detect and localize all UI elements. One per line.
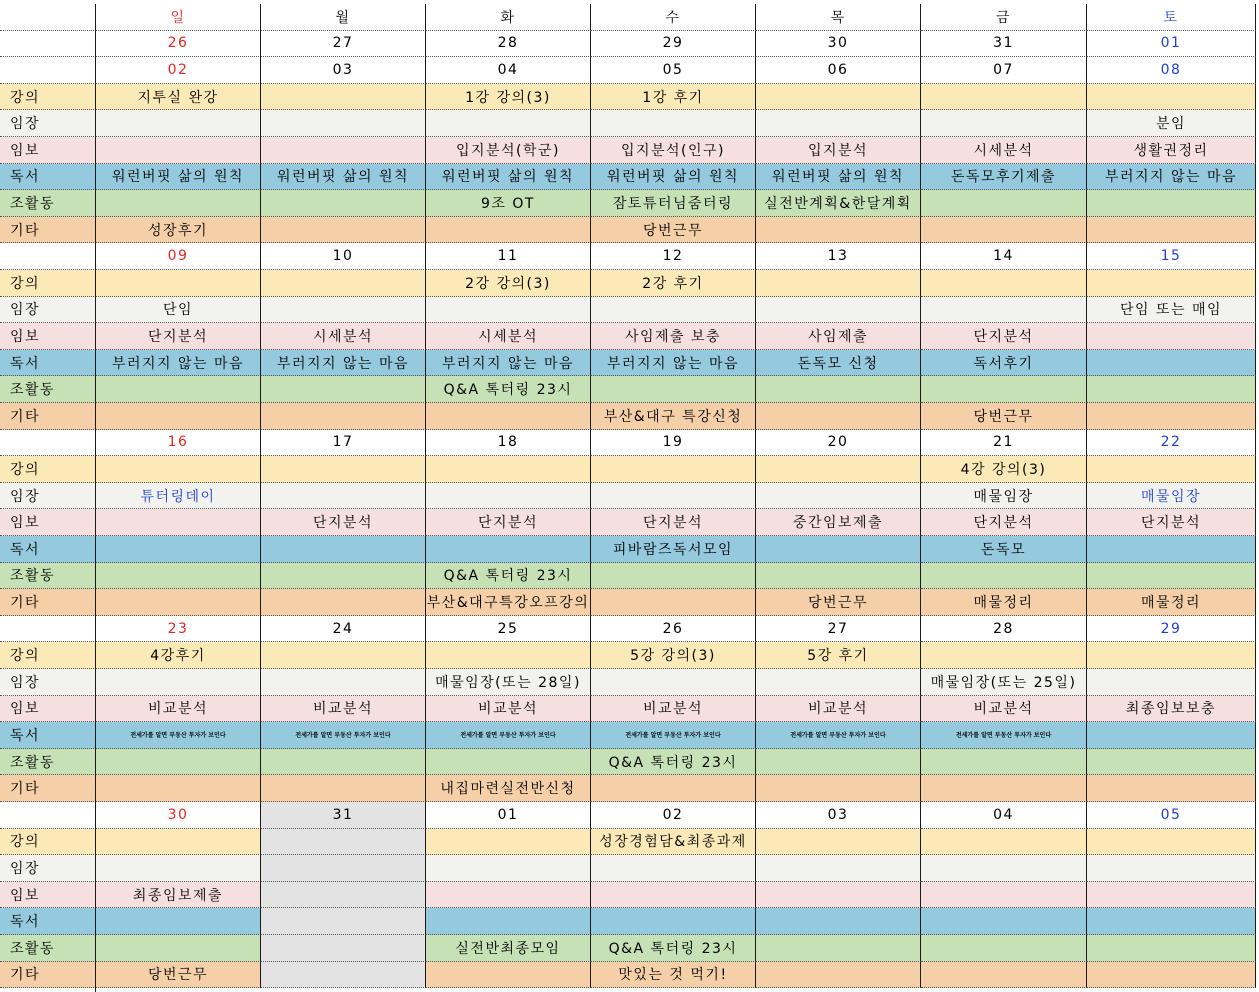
schedule-cell[interactable]: 피바람즈독서모임 [591, 536, 756, 563]
date-cell[interactable]: 04 [921, 802, 1087, 829]
schedule-cell[interactable] [1087, 829, 1256, 856]
schedule-cell[interactable] [756, 110, 921, 137]
schedule-cell[interactable]: 독서후기 [921, 350, 1087, 377]
schedule-cell[interactable] [921, 190, 1087, 217]
schedule-cell[interactable] [1087, 962, 1256, 989]
date-cell[interactable]: 22 [1087, 430, 1256, 457]
date-row-label[interactable] [0, 616, 96, 643]
schedule-cell[interactable]: 매물임장 [921, 483, 1087, 510]
schedule-cell[interactable] [756, 297, 921, 324]
schedule-cell[interactable] [96, 829, 261, 856]
schedule-cell[interactable]: 튜터링데이 [96, 483, 261, 510]
date-cell[interactable]: 18 [426, 430, 591, 457]
schedule-cell[interactable] [1087, 376, 1256, 403]
category-label-johwaldong[interactable]: 조활동 [0, 935, 96, 962]
schedule-cell[interactable]: 사임제출 [756, 323, 921, 350]
schedule-cell[interactable]: 비교분석 [591, 696, 756, 723]
schedule-cell[interactable] [756, 456, 921, 483]
schedule-cell[interactable]: 전세가를 알면 부동산 투자가 보인다 [96, 722, 261, 749]
date-row-label[interactable] [0, 430, 96, 457]
schedule-cell[interactable] [591, 669, 756, 696]
date-cell[interactable]: 17 [261, 430, 426, 457]
schedule-cell[interactable] [591, 589, 756, 616]
schedule-cell[interactable]: 실전반계획&한달계획 [756, 190, 921, 217]
date-cell[interactable]: 29 [591, 31, 756, 58]
category-label-johwaldong[interactable]: 조활동 [0, 190, 96, 217]
schedule-cell[interactable]: 시세분석 [261, 323, 426, 350]
date-cell[interactable]: 09 [96, 243, 261, 270]
date-cell[interactable]: 30 [756, 31, 921, 58]
date-cell[interactable]: 20 [756, 430, 921, 457]
date-cell[interactable]: 24 [261, 616, 426, 643]
schedule-cell[interactable] [261, 376, 426, 403]
schedule-cell[interactable]: 부러지지 않는 마음 [261, 350, 426, 377]
schedule-cell[interactable]: 전세가를 알면 부동산 투자가 보인다 [756, 722, 921, 749]
schedule-cell[interactable] [261, 855, 426, 882]
date-row-label[interactable] [0, 31, 96, 58]
schedule-cell[interactable]: 1강 후기 [591, 84, 756, 111]
schedule-cell[interactable]: 부러지지 않는 마음 [96, 350, 261, 377]
category-label-johwaldong[interactable]: 조활동 [0, 563, 96, 590]
schedule-cell[interactable] [261, 962, 426, 989]
schedule-cell[interactable]: 전세가를 알면 부동산 투자가 보인다 [426, 722, 591, 749]
schedule-cell[interactable]: 매물임장 [1087, 483, 1256, 510]
date-cell[interactable]: 02 [96, 57, 261, 84]
schedule-cell[interactable] [921, 110, 1087, 137]
schedule-cell[interactable] [96, 509, 261, 536]
schedule-cell[interactable]: 전세가를 알면 부동산 투자가 보인다 [591, 722, 756, 749]
schedule-cell[interactable] [426, 908, 591, 935]
weekday-header-4[interactable]: 목 [756, 4, 921, 31]
schedule-cell[interactable]: 부러지지 않는 마음 [591, 350, 756, 377]
schedule-cell[interactable] [96, 908, 261, 935]
schedule-cell[interactable] [96, 137, 261, 164]
schedule-cell[interactable] [261, 669, 426, 696]
schedule-cell[interactable] [96, 536, 261, 563]
date-cell[interactable]: 04 [426, 57, 591, 84]
schedule-cell[interactable] [756, 270, 921, 297]
schedule-cell[interactable] [591, 563, 756, 590]
date-cell[interactable]: 03 [261, 57, 426, 84]
schedule-cell[interactable] [426, 536, 591, 563]
schedule-cell[interactable]: 최종임보보충 [1087, 696, 1256, 723]
schedule-cell[interactable] [756, 882, 921, 909]
category-label-gita[interactable]: 기타 [0, 589, 96, 616]
date-cell[interactable]: 29 [1087, 616, 1256, 643]
category-label-gita[interactable]: 기타 [0, 962, 96, 989]
schedule-cell[interactable] [261, 908, 426, 935]
schedule-cell[interactable] [261, 642, 426, 669]
schedule-cell[interactable] [426, 855, 591, 882]
schedule-cell[interactable] [426, 456, 591, 483]
category-label-dokseo[interactable]: 독서 [0, 908, 96, 935]
schedule-cell[interactable] [591, 775, 756, 802]
schedule-cell[interactable] [96, 775, 261, 802]
schedule-cell[interactable] [96, 376, 261, 403]
schedule-cell[interactable]: 입지분석(학군) [426, 137, 591, 164]
schedule-cell[interactable]: 매물정리 [921, 589, 1087, 616]
schedule-cell[interactable]: 단지분석 [591, 509, 756, 536]
category-label-kang[interactable]: 강의 [0, 84, 96, 111]
schedule-cell[interactable] [261, 403, 426, 430]
schedule-cell[interactable] [1087, 403, 1256, 430]
schedule-cell[interactable] [261, 270, 426, 297]
schedule-cell[interactable] [261, 749, 426, 776]
schedule-cell[interactable] [921, 749, 1087, 776]
category-label-imbo[interactable]: 임보 [0, 137, 96, 164]
schedule-cell[interactable]: 비교분석 [756, 696, 921, 723]
schedule-cell[interactable]: 당번근무 [591, 217, 756, 244]
schedule-cell[interactable]: 시세분석 [426, 323, 591, 350]
schedule-cell[interactable] [261, 217, 426, 244]
weekday-header-2[interactable]: 화 [426, 4, 591, 31]
category-label-kang[interactable]: 강의 [0, 456, 96, 483]
schedule-cell[interactable]: 성장경험담&최종과제 [591, 829, 756, 856]
schedule-cell[interactable]: 비교분석 [96, 696, 261, 723]
schedule-cell[interactable] [261, 137, 426, 164]
schedule-cell[interactable]: 워런버핏 삶의 원칙 [591, 164, 756, 191]
date-cell[interactable]: 13 [756, 243, 921, 270]
schedule-cell[interactable] [426, 829, 591, 856]
schedule-cell[interactable]: 지투실 완강 [96, 84, 261, 111]
date-cell[interactable]: 01 [426, 802, 591, 829]
schedule-cell[interactable] [1087, 190, 1256, 217]
schedule-cell[interactable] [591, 456, 756, 483]
schedule-cell[interactable] [261, 84, 426, 111]
schedule-cell[interactable] [1087, 642, 1256, 669]
schedule-cell[interactable]: 단임 또는 매임 [1087, 297, 1256, 324]
schedule-cell[interactable] [426, 483, 591, 510]
schedule-cell[interactable] [921, 84, 1087, 111]
schedule-cell[interactable]: 성장후기 [96, 217, 261, 244]
schedule-cell[interactable] [921, 270, 1087, 297]
schedule-cell[interactable]: 매물임장(또는 28일) [426, 669, 591, 696]
schedule-cell[interactable]: 워런버핏 삶의 원칙 [756, 164, 921, 191]
schedule-cell[interactable]: 부러지지 않는 마음 [1087, 164, 1256, 191]
schedule-cell[interactable]: Q&A 톡터링 23시 [591, 749, 756, 776]
category-label-imjang[interactable]: 임장 [0, 855, 96, 882]
schedule-cell[interactable] [1087, 775, 1256, 802]
schedule-cell[interactable] [426, 110, 591, 137]
weekday-header-1[interactable]: 월 [261, 4, 426, 31]
schedule-cell[interactable]: 입지분석(인구) [591, 137, 756, 164]
schedule-cell[interactable]: 1강 강의(3) [426, 84, 591, 111]
schedule-cell[interactable] [1087, 669, 1256, 696]
schedule-cell[interactable]: 5강 강의(3) [591, 642, 756, 669]
schedule-cell[interactable]: 분임 [1087, 110, 1256, 137]
schedule-cell[interactable] [921, 962, 1087, 989]
schedule-cell[interactable]: 당번근무 [96, 962, 261, 989]
category-label-gita[interactable]: 기타 [0, 217, 96, 244]
schedule-cell[interactable]: 단지분석 [261, 509, 426, 536]
date-cell[interactable]: 28 [921, 616, 1087, 643]
weekday-header-0[interactable]: 일 [96, 4, 261, 31]
schedule-cell[interactable] [1087, 855, 1256, 882]
schedule-cell[interactable] [756, 669, 921, 696]
schedule-cell[interactable]: 매물정리 [1087, 589, 1256, 616]
schedule-cell[interactable] [756, 775, 921, 802]
schedule-cell[interactable] [591, 882, 756, 909]
date-cell[interactable]: 31 [261, 802, 426, 829]
schedule-cell[interactable] [921, 829, 1087, 856]
schedule-cell[interactable] [261, 483, 426, 510]
category-label-imbo[interactable]: 임보 [0, 323, 96, 350]
category-label-dokseo[interactable]: 독서 [0, 536, 96, 563]
date-cell[interactable]: 26 [96, 31, 261, 58]
date-cell[interactable]: 05 [1087, 802, 1256, 829]
schedule-cell[interactable] [1087, 270, 1256, 297]
schedule-cell[interactable] [591, 376, 756, 403]
date-row-label[interactable] [0, 243, 96, 270]
schedule-cell[interactable]: 당번근무 [921, 403, 1087, 430]
schedule-cell[interactable] [756, 962, 921, 989]
schedule-cell[interactable] [756, 935, 921, 962]
schedule-cell[interactable] [921, 376, 1087, 403]
date-cell[interactable]: 27 [261, 31, 426, 58]
schedule-cell[interactable] [1087, 722, 1256, 749]
category-label-imbo[interactable]: 임보 [0, 696, 96, 723]
schedule-cell[interactable] [261, 775, 426, 802]
category-label-imjang[interactable]: 임장 [0, 297, 96, 324]
schedule-cell[interactable] [1087, 536, 1256, 563]
date-cell[interactable]: 07 [921, 57, 1087, 84]
schedule-cell[interactable]: 최종임보제출 [96, 882, 261, 909]
category-label-imjang[interactable]: 임장 [0, 669, 96, 696]
schedule-cell[interactable]: 2강 후기 [591, 270, 756, 297]
category-label-dokseo[interactable]: 독서 [0, 350, 96, 377]
schedule-cell[interactable] [96, 935, 261, 962]
schedule-cell[interactable] [921, 642, 1087, 669]
schedule-cell[interactable]: 단지분석 [426, 509, 591, 536]
schedule-cell[interactable] [96, 456, 261, 483]
date-cell[interactable]: 25 [426, 616, 591, 643]
category-label-dokseo[interactable]: 독서 [0, 164, 96, 191]
schedule-cell[interactable] [756, 217, 921, 244]
schedule-cell[interactable] [426, 882, 591, 909]
schedule-cell[interactable] [756, 855, 921, 882]
date-cell[interactable]: 19 [591, 430, 756, 457]
schedule-cell[interactable] [1087, 563, 1256, 590]
schedule-cell[interactable] [426, 962, 591, 989]
date-cell[interactable]: 21 [921, 430, 1087, 457]
category-label-imbo[interactable]: 임보 [0, 882, 96, 909]
date-cell[interactable]: 06 [756, 57, 921, 84]
date-cell[interactable]: 11 [426, 243, 591, 270]
schedule-cell[interactable]: 매물임장(또는 25일) [921, 669, 1087, 696]
date-cell[interactable]: 08 [1087, 57, 1256, 84]
schedule-cell[interactable] [921, 882, 1087, 909]
schedule-cell[interactable]: 비교분석 [261, 696, 426, 723]
schedule-cell[interactable]: 4강후기 [96, 642, 261, 669]
schedule-cell[interactable] [426, 403, 591, 430]
schedule-cell[interactable]: 전세가를 알면 부동산 투자가 보인다 [261, 722, 426, 749]
category-label-johwaldong[interactable]: 조활동 [0, 749, 96, 776]
schedule-cell[interactable]: 부산&대구 특강신청 [591, 403, 756, 430]
schedule-cell[interactable] [756, 376, 921, 403]
date-row-label[interactable] [0, 802, 96, 829]
schedule-cell[interactable] [591, 855, 756, 882]
schedule-cell[interactable] [756, 908, 921, 935]
schedule-cell[interactable] [261, 935, 426, 962]
category-label-imjang[interactable]: 임장 [0, 110, 96, 137]
date-cell[interactable]: 31 [921, 31, 1087, 58]
schedule-cell[interactable] [96, 563, 261, 590]
schedule-cell[interactable] [921, 908, 1087, 935]
date-cell[interactable]: 16 [96, 430, 261, 457]
schedule-cell[interactable] [1087, 749, 1256, 776]
schedule-cell[interactable]: 당번근무 [756, 589, 921, 616]
date-cell[interactable]: 26 [591, 616, 756, 643]
schedule-cell[interactable] [756, 563, 921, 590]
category-label-kang[interactable]: 강의 [0, 829, 96, 856]
schedule-cell[interactable] [426, 642, 591, 669]
schedule-cell[interactable]: 단지분석 [921, 323, 1087, 350]
schedule-cell[interactable] [591, 297, 756, 324]
category-label-gita[interactable]: 기타 [0, 775, 96, 802]
weekday-header-3[interactable]: 수 [591, 4, 756, 31]
schedule-cell[interactable]: 비교분석 [921, 696, 1087, 723]
schedule-cell[interactable]: 실전반최종모임 [426, 935, 591, 962]
schedule-cell[interactable]: Q&A 톡터링 23시 [426, 376, 591, 403]
schedule-cell[interactable]: 2강 강의(3) [426, 270, 591, 297]
category-label-johwaldong[interactable]: 조활동 [0, 376, 96, 403]
schedule-cell[interactable] [1087, 84, 1256, 111]
schedule-cell[interactable]: 단임 [96, 297, 261, 324]
schedule-cell[interactable]: 단지분석 [921, 509, 1087, 536]
category-label-imjang[interactable]: 임장 [0, 483, 96, 510]
date-cell[interactable]: 10 [261, 243, 426, 270]
category-label-imbo[interactable]: 임보 [0, 509, 96, 536]
schedule-cell[interactable]: 입지분석 [756, 137, 921, 164]
date-cell[interactable]: 23 [96, 616, 261, 643]
category-label-dokseo[interactable]: 독서 [0, 722, 96, 749]
schedule-cell[interactable] [96, 403, 261, 430]
calendar-spreadsheet [0, 4, 1256, 992]
schedule-cell[interactable] [96, 855, 261, 882]
schedule-cell[interactable] [756, 536, 921, 563]
schedule-cell[interactable] [1087, 882, 1256, 909]
schedule-cell[interactable]: 내집마련실전반신청 [426, 775, 591, 802]
date-cell[interactable]: 01 [1087, 31, 1256, 58]
schedule-cell[interactable] [1087, 908, 1256, 935]
schedule-cell[interactable] [756, 403, 921, 430]
schedule-cell[interactable] [261, 297, 426, 324]
schedule-cell[interactable]: 돈독모 [921, 536, 1087, 563]
schedule-cell[interactable] [1087, 350, 1256, 377]
schedule-cell[interactable]: 돈독모후기제출 [921, 164, 1087, 191]
schedule-cell[interactable] [921, 775, 1087, 802]
schedule-cell[interactable] [591, 483, 756, 510]
schedule-cell[interactable]: 9조 OT [426, 190, 591, 217]
date-cell[interactable]: 14 [921, 243, 1087, 270]
schedule-cell[interactable] [921, 297, 1087, 324]
schedule-cell[interactable] [96, 589, 261, 616]
schedule-cell[interactable]: 비교분석 [426, 696, 591, 723]
schedule-cell[interactable] [756, 829, 921, 856]
category-label-gita[interactable]: 기타 [0, 403, 96, 430]
schedule-cell[interactable] [261, 882, 426, 909]
schedule-cell[interactable]: 단지분석 [96, 323, 261, 350]
schedule-cell[interactable] [1087, 323, 1256, 350]
date-cell[interactable]: 05 [591, 57, 756, 84]
schedule-cell[interactable] [921, 563, 1087, 590]
schedule-cell[interactable] [1087, 456, 1256, 483]
date-cell[interactable]: 12 [591, 243, 756, 270]
schedule-cell[interactable] [591, 110, 756, 137]
weekday-header-6[interactable]: 토 [1087, 4, 1256, 31]
date-cell[interactable]: 02 [591, 802, 756, 829]
date-cell[interactable]: 30 [96, 802, 261, 829]
schedule-cell[interactable] [756, 749, 921, 776]
schedule-cell[interactable]: Q&A 톡터링 23시 [426, 563, 591, 590]
row-header-corner[interactable] [0, 4, 96, 31]
schedule-cell[interactable] [921, 855, 1087, 882]
schedule-cell[interactable]: 중간임보제출 [756, 509, 921, 536]
schedule-cell[interactable] [756, 84, 921, 111]
schedule-cell[interactable] [261, 536, 426, 563]
schedule-cell[interactable] [96, 749, 261, 776]
schedule-cell[interactable]: 잠토튜터님줌터링 [591, 190, 756, 217]
schedule-cell[interactable] [426, 217, 591, 244]
schedule-cell[interactable] [756, 483, 921, 510]
schedule-cell[interactable]: 5강 후기 [756, 642, 921, 669]
schedule-cell[interactable] [261, 190, 426, 217]
schedule-cell[interactable]: 사임제출 보충 [591, 323, 756, 350]
schedule-cell[interactable]: 시세분석 [921, 137, 1087, 164]
date-cell[interactable]: 27 [756, 616, 921, 643]
schedule-cell[interactable]: 워런버핏 삶의 원칙 [96, 164, 261, 191]
schedule-cell[interactable]: 전세가를 알면 부동산 투자가 보인다 [921, 722, 1087, 749]
schedule-cell[interactable] [1087, 217, 1256, 244]
schedule-cell[interactable] [261, 589, 426, 616]
category-label-kang[interactable]: 강의 [0, 270, 96, 297]
schedule-cell[interactable] [261, 456, 426, 483]
schedule-cell[interactable]: 단지분석 [1087, 509, 1256, 536]
date-cell[interactable]: 28 [426, 31, 591, 58]
schedule-cell[interactable]: 부러지지 않는 마음 [426, 350, 591, 377]
schedule-cell[interactable] [591, 908, 756, 935]
schedule-cell[interactable] [96, 270, 261, 297]
schedule-cell[interactable] [96, 669, 261, 696]
schedule-cell[interactable] [96, 190, 261, 217]
category-label-kang[interactable]: 강의 [0, 642, 96, 669]
weekday-header-5[interactable]: 금 [921, 4, 1087, 31]
schedule-cell[interactable] [426, 297, 591, 324]
date-cell[interactable]: 15 [1087, 243, 1256, 270]
schedule-cell[interactable] [1087, 935, 1256, 962]
schedule-cell[interactable] [261, 829, 426, 856]
schedule-cell[interactable]: 워런버핏 삶의 원칙 [261, 164, 426, 191]
schedule-cell[interactable] [261, 110, 426, 137]
schedule-cell[interactable]: 부산&대구특강오프강의 [426, 589, 591, 616]
schedule-cell[interactable] [96, 110, 261, 137]
schedule-cell[interactable] [921, 935, 1087, 962]
date-row-label[interactable] [0, 57, 96, 84]
schedule-cell[interactable] [921, 217, 1087, 244]
date-cell[interactable]: 03 [756, 802, 921, 829]
schedule-cell[interactable]: 맛있는 것 먹기! [591, 962, 756, 989]
schedule-cell[interactable] [261, 563, 426, 590]
schedule-cell[interactable]: 돈독모 신청 [756, 350, 921, 377]
schedule-cell[interactable] [426, 749, 591, 776]
schedule-cell[interactable]: 4강 강의(3) [921, 456, 1087, 483]
schedule-cell[interactable]: 워런버핏 삶의 원칙 [426, 164, 591, 191]
schedule-cell[interactable]: 생활권정리 [1087, 137, 1256, 164]
schedule-cell[interactable]: Q&A 톡터링 23시 [591, 935, 756, 962]
